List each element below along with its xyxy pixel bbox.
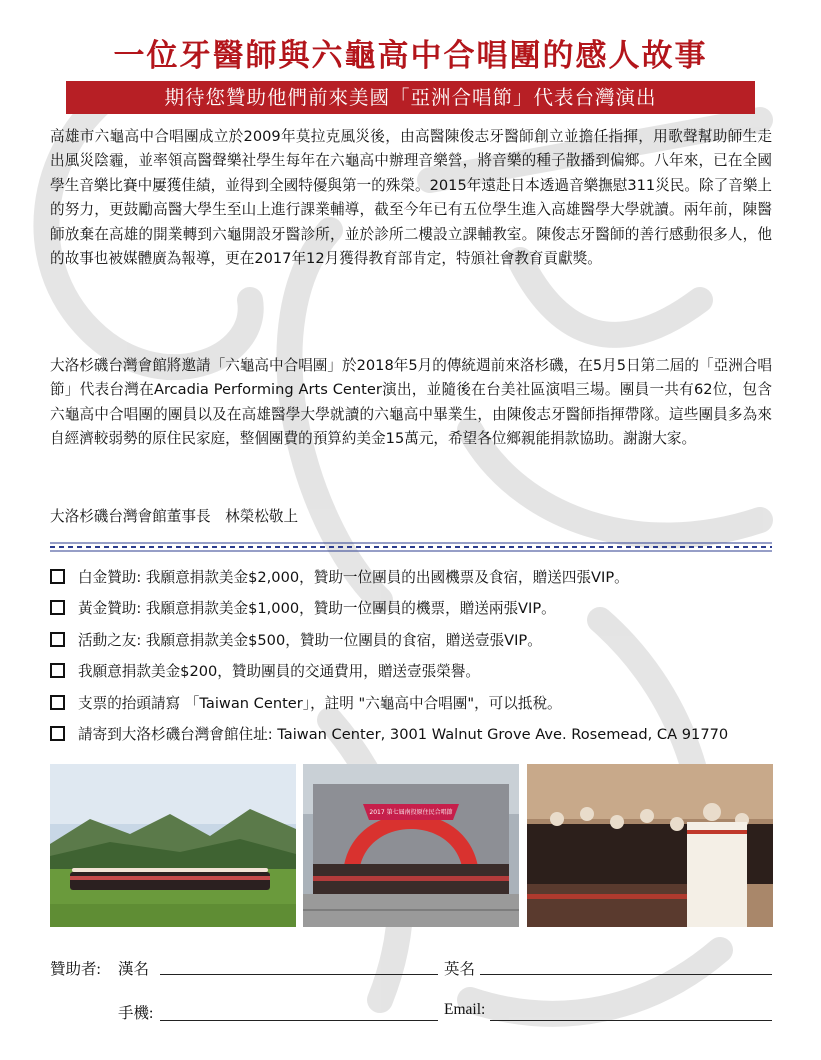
option-label: 我願意捐款美金$200，贊助團員的交通費用，贈送壹張榮譽。 [78, 663, 480, 680]
email-label: Email: [444, 1001, 486, 1018]
option-label: 支票的抬頭請寫 「Taiwan Center」，註明 "六龜高中合唱團"，可以抵稅。 [78, 695, 562, 712]
checkbox-icon[interactable] [50, 600, 65, 615]
checkbox-icon[interactable] [50, 663, 65, 678]
option-label: 白金贊助: 我願意捐款美金$2,000，贊助一位團員的出國機票及食宿，贈送四張VIP。 [78, 569, 629, 586]
phone-field[interactable] [160, 1020, 438, 1021]
chinese-name-field[interactable] [160, 974, 438, 975]
page-title: 一位牙醫師與六龜高中合唱團的感人故事 [113, 38, 708, 74]
sponsor-label: 贊助者: [50, 961, 101, 978]
invitation-paragraph: 大洛杉磯台灣會館將邀請「六龜高中合唱團」於2018年5月的傳統週前來洛杉磯，在5月5日第二屆的「亞洲合唱節」代表台灣在Arcadia Performing Arts Center演出，並隨後在台美社區演唱三場。團員一共有62位，包含六龜高中合唱團的團員以及在高雄醫學大學就讀的六龜高中畢業生，由陳俊志牙醫師指揮帶隊。這些團員多為來自經濟較弱勢的原住民家庭，整個團費的預算約美金15萬元，希望各位鄉親能捐款協助。謝謝大家。 [50, 357, 772, 448]
option-label: 黃金贊助: 我願意捐款美金$1,000，贊助一位團員的機票，贈送兩張VIP。 [78, 600, 556, 617]
checkbox-icon[interactable] [50, 569, 65, 584]
subtitle-banner: 期待您贊助他們前來美國「亞洲合唱節」代表台灣演出 [66, 81, 755, 114]
chinese-name-label: 漢名 [118, 961, 150, 978]
arch-banner-text: 2017 第七屆南投原住民合唱節 [369, 809, 453, 816]
option-label: 請寄到大洛杉磯台灣會館住址: Taiwan Center, 3001 Walnut Grove Ave. Rosemead, CA 91770 [78, 726, 729, 743]
english-name-field[interactable] [480, 974, 772, 975]
story-paragraph: 高雄市六龜高中合唱團成立於2009年莫拉克風災後，由高醫陳俊志牙醫師創立並擔任指揮，用歌聲幫助師生走出風災陰霾，並率領高醫聲樂社學生每年在六龜高中辦理音樂營，將音樂的種子散播到偏鄉。八年來，已在全國學生音樂比賽中屢獲佳績，並得到全國特優與第一的殊榮。2015年遠赴日本透過音樂撫慰311災民。除了音樂上的努力，更鼓勵高醫大學生至山上進行課業輔導，截至今年已有五位學生進入高雄醫學大學就讀。兩年前，陳醫師放棄在高雄的開業轉到六龜開設牙醫診所，並於診所二樓設立課輔教室。陳俊志牙醫師的善行感動很多人，他的故事也被媒體廣為報導，更在2017年12月獲得教育部肯定，特頒社會教育貢獻獎。 [50, 128, 772, 268]
option-label: 活動之友: 我願意捐款美金$500，贊助一位團員的食宿，贈送壹張VIP。 [78, 632, 542, 649]
checkbox-icon[interactable] [50, 632, 65, 647]
english-name-label: 英名 [444, 961, 476, 978]
option-gold[interactable] [50, 597, 780, 621]
option-platinum[interactable] [50, 566, 780, 590]
decorative-divider [50, 541, 772, 553]
choir-arch-photo [303, 764, 519, 927]
phone-label: 手機: [118, 1005, 154, 1022]
option-200[interactable] [50, 660, 780, 684]
checkbox-icon[interactable] [50, 726, 65, 741]
email-field[interactable] [490, 1020, 772, 1021]
option-mail-address[interactable] [50, 723, 780, 747]
option-friend[interactable] [50, 629, 780, 653]
option-check-payee[interactable] [50, 692, 780, 716]
choir-singing-photo [527, 764, 773, 927]
choir-field-photo [50, 764, 296, 927]
checkbox-icon[interactable] [50, 695, 65, 710]
signature: 大洛杉磯台灣會館董事長 林榮松敬上 [50, 508, 299, 525]
